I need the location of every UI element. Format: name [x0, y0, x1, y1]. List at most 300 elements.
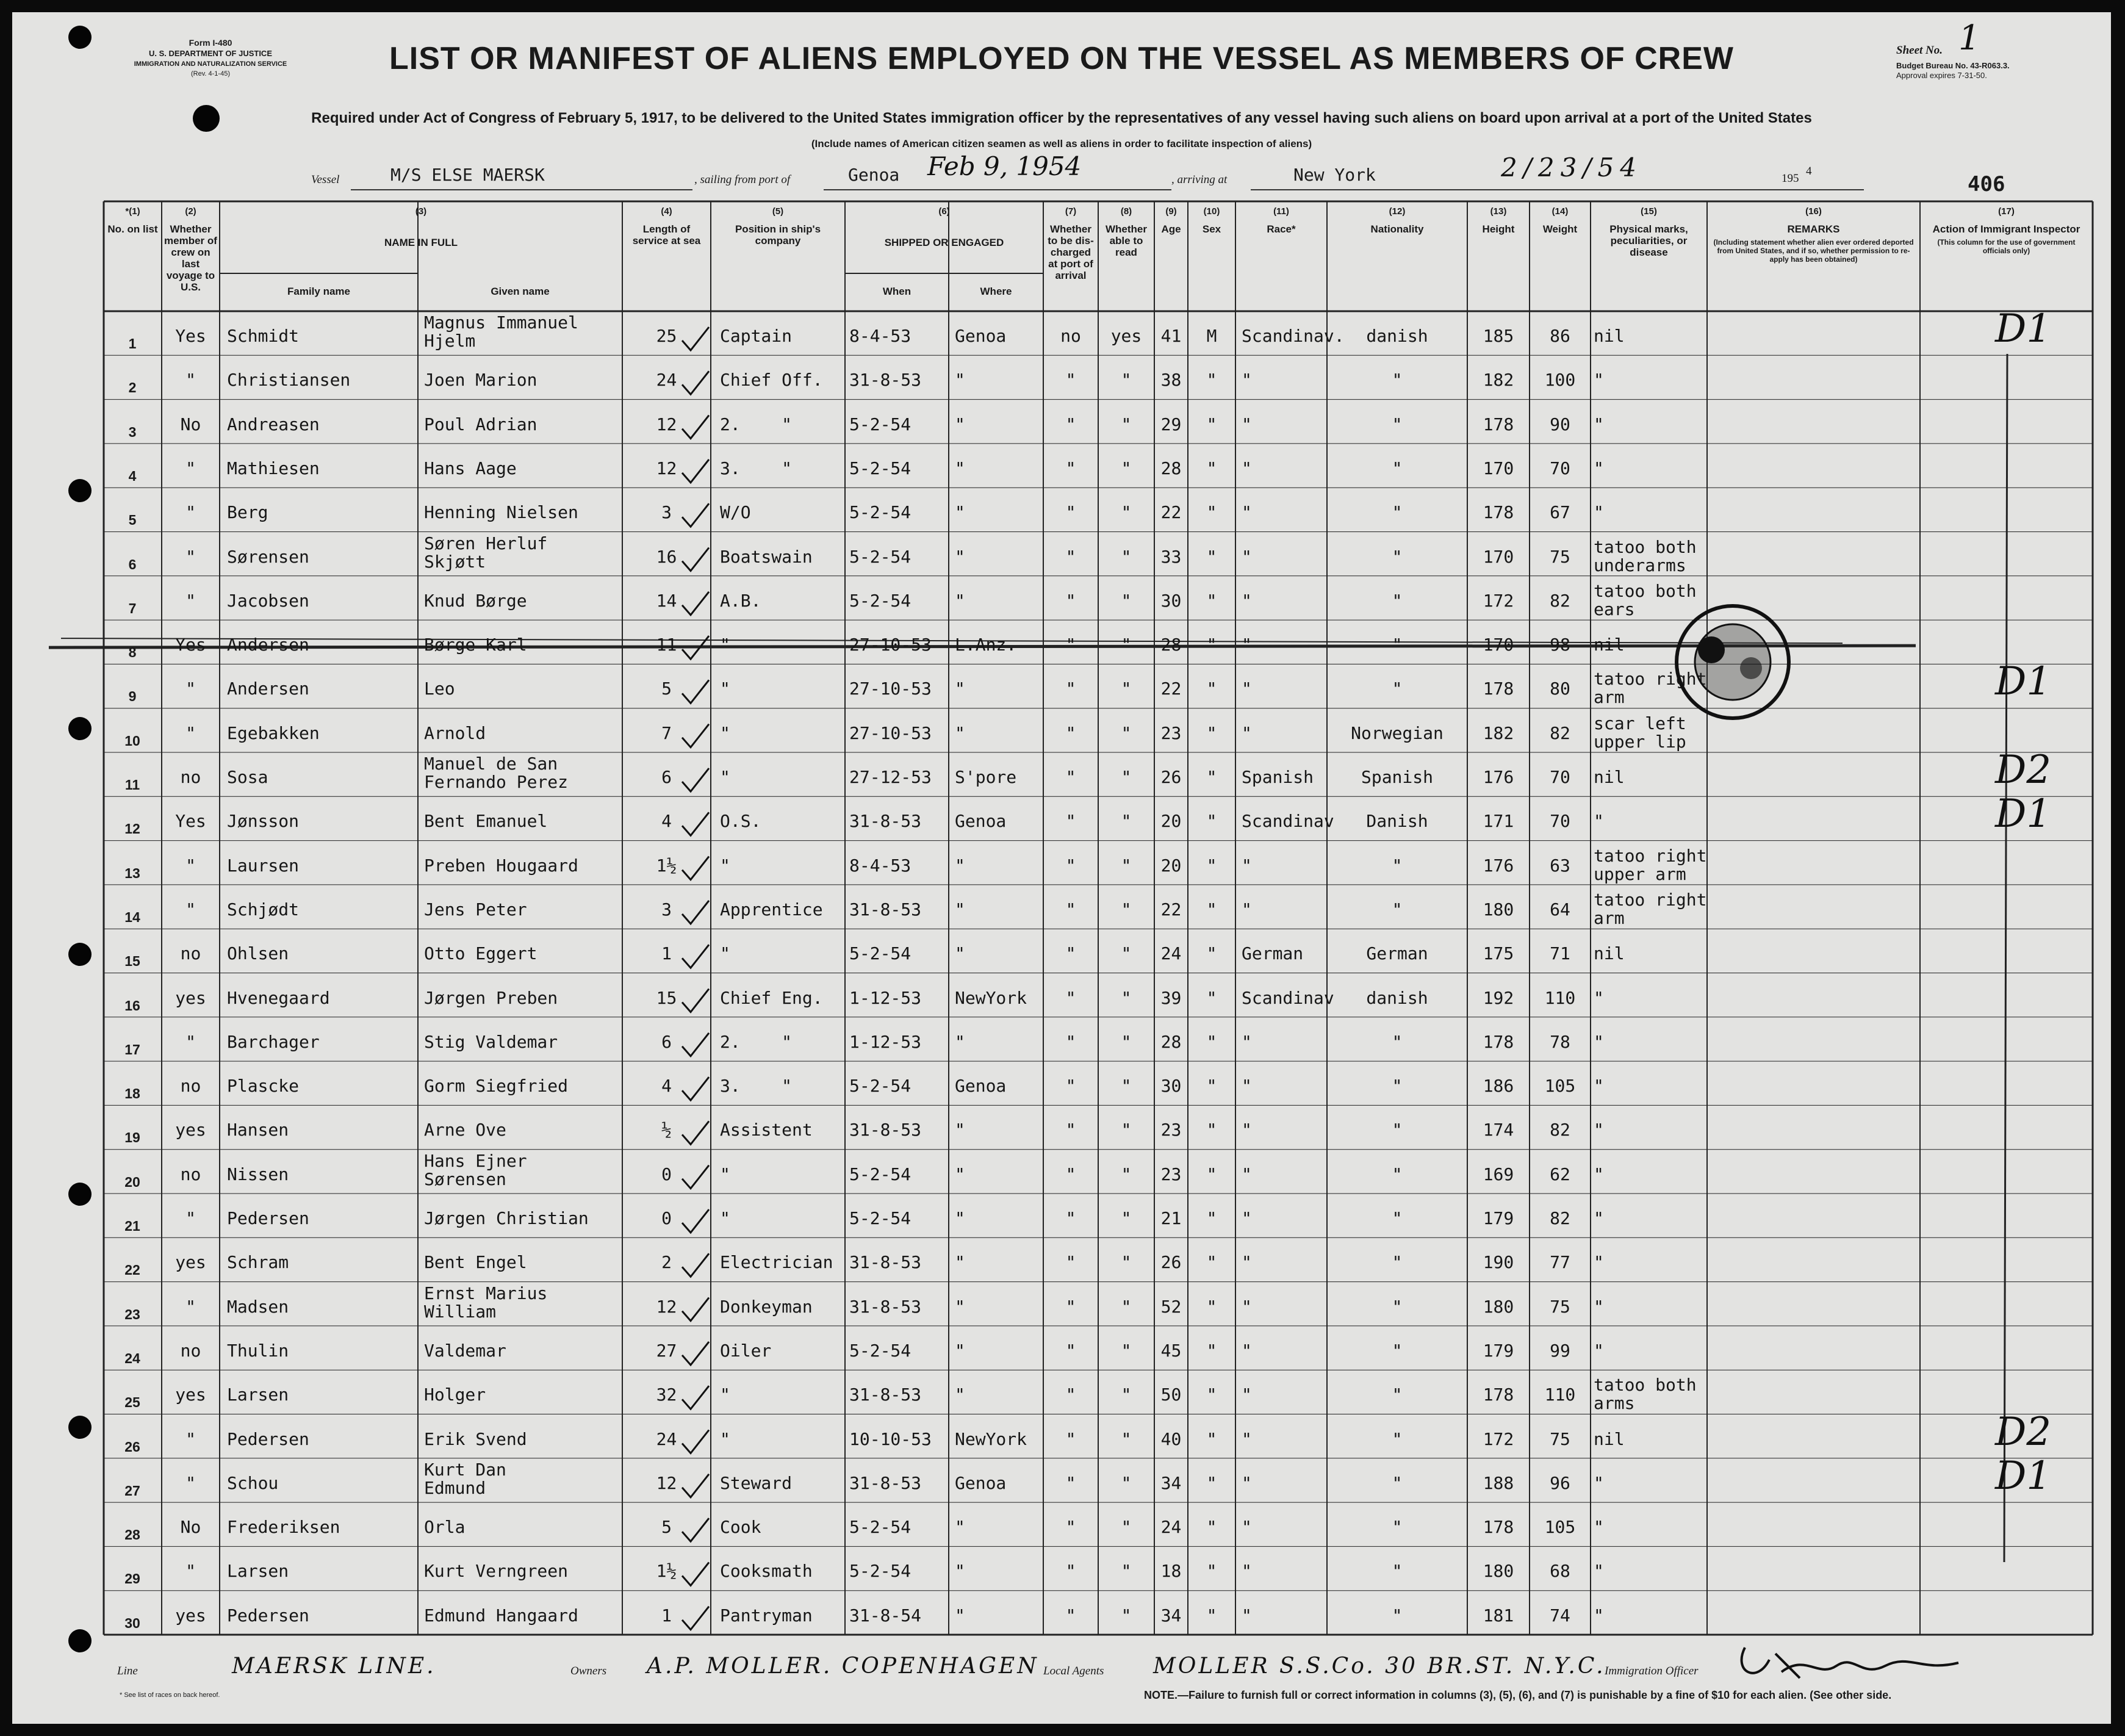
- cell-when: 5-2-54: [849, 1076, 911, 1097]
- cell-service: 6: [661, 1031, 672, 1052]
- cell-crew: ": [185, 1428, 196, 1449]
- cell-nat: ": [1392, 1385, 1403, 1405]
- footer-agents: MOLLER S.S.Co. 30 BR.ST. N.Y.C.: [1153, 1654, 1606, 1679]
- cell-height: 170: [1483, 635, 1514, 655]
- cell-read: yes: [1110, 326, 1142, 346]
- cell-disch: ": [1065, 635, 1076, 655]
- cell-sex: ": [1206, 1340, 1217, 1361]
- column-header: REMARKS: [1787, 223, 1840, 235]
- cell-where: ": [955, 1517, 965, 1538]
- cell-nat: ": [1392, 1561, 1403, 1582]
- form-subtitle-note: (Include names of American citizen seamen as well as aliens in order to facilitate inspection of aliens): [811, 138, 1312, 149]
- cell-weight: 86: [1550, 326, 1570, 346]
- cell-marks: tatoo right arm: [1594, 889, 1707, 928]
- cell-given: Joen Marion: [424, 370, 538, 391]
- cell-sex: ": [1206, 767, 1217, 787]
- cell-read: ": [1121, 458, 1132, 478]
- cell-read: ": [1121, 1296, 1132, 1317]
- cell-weight: 96: [1550, 1472, 1570, 1493]
- form-department: U. S. DEPARTMENT OF JUSTICE: [149, 49, 272, 58]
- column-number: (9): [1165, 206, 1177, 217]
- cell-read: ": [1121, 502, 1132, 523]
- cell-nat: ": [1392, 546, 1403, 567]
- sheet-number: 1: [1958, 18, 1980, 58]
- cell-read: ": [1121, 679, 1132, 699]
- row-number: 14: [124, 909, 140, 925]
- cell-where: ": [955, 502, 965, 523]
- cell-crew: ": [185, 1031, 196, 1052]
- cell-when: 31-8-53: [849, 1252, 922, 1273]
- cell-family: Pedersen: [227, 1605, 309, 1626]
- cell-given: Magnus Immanuel Hjelm: [424, 312, 578, 351]
- cell-age: 24: [1160, 943, 1182, 964]
- column-number: (16): [1805, 206, 1822, 217]
- cell-race: ": [1242, 1517, 1252, 1538]
- cell-height: 182: [1483, 722, 1514, 743]
- cell-crew: ": [185, 1561, 196, 1582]
- cell-weight: 75: [1550, 1428, 1570, 1449]
- cell-position: W/O: [720, 502, 751, 523]
- cell-crew: no: [180, 1076, 201, 1097]
- cell-read: ": [1121, 635, 1132, 655]
- cell-family: Plascke: [227, 1076, 300, 1097]
- cell-marks: ": [1594, 1605, 1604, 1626]
- cell-age: 21: [1160, 1208, 1182, 1228]
- cell-read: ": [1121, 370, 1132, 391]
- cell-given: Kurt Verngreen: [424, 1561, 569, 1582]
- cell-service: 4: [661, 1076, 672, 1097]
- cell-given: Jørgen Christian: [424, 1208, 589, 1228]
- cell-marks: ": [1594, 370, 1604, 391]
- footer-owners-label: Owners: [570, 1665, 607, 1677]
- cell-family: Hansen: [227, 1120, 289, 1140]
- column-number: (17): [1998, 206, 2015, 217]
- cell-race: ": [1242, 370, 1252, 391]
- sheet-label: Sheet No.: [1896, 44, 1943, 57]
- cell-disch: ": [1065, 546, 1076, 567]
- row-number: 15: [124, 953, 140, 970]
- cell-sex: ": [1206, 502, 1217, 523]
- cell-when: 5-2-54: [849, 1561, 911, 1582]
- cell-position: ": [720, 722, 730, 743]
- cell-age: 34: [1160, 1472, 1182, 1493]
- cell-service: 12: [656, 458, 677, 478]
- cell-height: 188: [1483, 1472, 1514, 1493]
- cell-nat: ": [1392, 370, 1403, 391]
- cell-crew: ": [185, 899, 196, 920]
- row-number: 1: [128, 336, 137, 351]
- cell-height: 178: [1483, 1031, 1514, 1052]
- cell-disch: ": [1065, 1561, 1076, 1582]
- row-number: 25: [124, 1394, 140, 1411]
- cell-sex: ": [1206, 1605, 1217, 1626]
- cell-read: ": [1121, 1031, 1132, 1052]
- cell-marks: ": [1594, 502, 1604, 523]
- cell-when: 31-8-53: [849, 1296, 922, 1317]
- row-number: 19: [124, 1129, 140, 1146]
- cell-race: Scandinav.: [1242, 326, 1345, 346]
- cell-height: 174: [1483, 1120, 1514, 1140]
- cell-read: ": [1121, 1076, 1132, 1097]
- cell-given: Bent Engel: [424, 1252, 527, 1273]
- cell-disch: ": [1065, 943, 1076, 964]
- cell-when: 5-2-54: [849, 1164, 911, 1184]
- column-number: (12): [1389, 206, 1406, 217]
- cell-race: ": [1242, 1428, 1252, 1449]
- cell-given: Erik Svend: [424, 1428, 527, 1449]
- cell-nat: ": [1392, 1120, 1403, 1140]
- officer-signature: [1720, 1635, 2026, 1690]
- cell-nat: Norwegian: [1351, 722, 1444, 743]
- cell-disch: ": [1065, 1605, 1076, 1626]
- row-number: 4: [128, 467, 137, 484]
- cell-sex: ": [1206, 1385, 1217, 1405]
- manifest-sheet: [12, 12, 2111, 1724]
- cell-when: 5-2-54: [849, 414, 911, 434]
- column-subheader: Family name: [287, 286, 350, 297]
- cell-marks: scar left upper lip: [1594, 713, 1686, 752]
- cell-service: 7: [661, 722, 672, 743]
- vessel-name: M/S ELSE MAERSK: [390, 165, 545, 185]
- inspector-action-mark: D1: [1995, 1453, 2052, 1499]
- row-number: 21: [124, 1218, 140, 1234]
- cell-weight: 90: [1550, 414, 1570, 434]
- cell-race: ": [1242, 546, 1252, 567]
- cell-weight: 75: [1550, 546, 1570, 567]
- cell-disch: ": [1065, 1517, 1076, 1538]
- cell-height: 178: [1483, 679, 1514, 699]
- cell-height: 178: [1483, 502, 1514, 523]
- cell-disch: ": [1065, 855, 1076, 876]
- row-number: 17: [124, 1041, 140, 1057]
- cell-crew: ": [185, 502, 196, 523]
- cell-where: Genoa: [955, 811, 1007, 832]
- cell-read: ": [1121, 546, 1132, 567]
- arriving-label: , arriving at: [1171, 173, 1228, 186]
- cell-race: ": [1242, 1472, 1252, 1493]
- cell-service: 12: [656, 1296, 677, 1317]
- cell-sex: ": [1206, 1296, 1217, 1317]
- cell-read: ": [1121, 722, 1132, 743]
- cell-nat: ": [1392, 1517, 1403, 1538]
- cell-height: 171: [1483, 811, 1514, 832]
- cell-age: 30: [1160, 1076, 1182, 1097]
- cell-family: Pedersen: [227, 1208, 309, 1228]
- cell-given: Knud Børge: [424, 590, 527, 611]
- cell-position: ": [720, 1385, 730, 1405]
- column-note: (This column for the use of government officials only): [1937, 238, 2076, 255]
- cell-marks: ": [1594, 811, 1604, 832]
- cell-position: ": [720, 943, 730, 964]
- cell-disch: ": [1065, 1164, 1076, 1184]
- row-number: 8: [128, 644, 137, 661]
- cell-sex: ": [1206, 1120, 1217, 1140]
- cell-service: 24: [656, 1428, 677, 1449]
- cell-given: Hans Ejner Sørensen: [424, 1150, 527, 1189]
- cell-nat: ": [1392, 1031, 1403, 1052]
- cell-crew: ": [185, 1472, 196, 1493]
- cell-family: Sosa: [227, 767, 268, 787]
- column-header: Action of Immigrant Inspector: [1932, 223, 2080, 235]
- cell-read: ": [1121, 1340, 1132, 1361]
- cell-family: Larsen: [227, 1385, 289, 1405]
- cell-height: 178: [1483, 1385, 1514, 1405]
- column-number: *(1): [125, 206, 140, 217]
- row-number: 18: [124, 1086, 140, 1102]
- cell-read: ": [1121, 1385, 1132, 1405]
- cell-service: 32: [656, 1385, 677, 1405]
- cell-weight: 70: [1550, 458, 1570, 478]
- cell-marks: tatoo both ears: [1594, 580, 1697, 619]
- cell-disch: ": [1065, 458, 1076, 478]
- cell-service: ½: [661, 1120, 672, 1140]
- cell-where: NewYork: [955, 1428, 1027, 1449]
- cell-when: 31-8-53: [849, 899, 922, 920]
- cell-weight: 82: [1550, 1208, 1570, 1228]
- cell-service: 1: [661, 943, 672, 964]
- cell-given: Hans Aage: [424, 458, 517, 478]
- cell-height: 181: [1483, 1605, 1514, 1626]
- cell-where: NewYork: [955, 987, 1027, 1008]
- cell-height: 180: [1483, 1296, 1514, 1317]
- stamp-number: 406: [1968, 172, 2005, 196]
- cell-nat: ": [1392, 458, 1403, 478]
- cell-weight: 67: [1550, 502, 1570, 523]
- cell-weight: 110: [1544, 1385, 1576, 1405]
- cell-nat: ": [1392, 1252, 1403, 1273]
- cell-weight: 105: [1544, 1517, 1576, 1538]
- row-number: 11: [124, 777, 140, 793]
- cell-service: 16: [656, 546, 677, 567]
- cell-position: 3. ": [720, 458, 793, 478]
- cell-race: ": [1242, 458, 1252, 478]
- cell-given: Gorm Siegfried: [424, 1076, 569, 1097]
- cell-position: Assistent: [720, 1120, 813, 1140]
- cell-family: Sørensen: [227, 546, 309, 567]
- cell-crew: Yes: [175, 326, 206, 346]
- column-header: Length of service at sea: [632, 223, 701, 247]
- inspector-action-mark: D2: [1995, 1409, 2052, 1455]
- cell-height: 169: [1483, 1164, 1514, 1184]
- cell-position: Steward: [720, 1472, 793, 1493]
- cell-marks: ": [1594, 1517, 1604, 1538]
- cell-nat: ": [1392, 590, 1403, 611]
- cell-race: ": [1242, 1031, 1252, 1052]
- cell-where: ": [955, 546, 965, 567]
- cell-service: 4: [661, 811, 672, 832]
- row-number: 13: [124, 865, 140, 881]
- cell-family: Egebakken: [227, 722, 320, 743]
- cell-where: ": [955, 1385, 965, 1405]
- cell-crew: Yes: [175, 635, 206, 655]
- cell-read: ": [1121, 1561, 1132, 1582]
- cell-height: 192: [1483, 987, 1514, 1008]
- cell-marks: nil: [1594, 635, 1625, 655]
- cell-when: 1-12-53: [849, 1031, 922, 1052]
- cell-read: ": [1121, 1164, 1132, 1184]
- cell-service: 25: [656, 326, 677, 346]
- cell-family: Schou: [227, 1472, 279, 1493]
- footer-note: NOTE.—Failure to furnish full or correct information in columns (3), (5), (6), and (7) is punishable by a fine of $10 for each alien. (See other side.: [1144, 1689, 1892, 1701]
- cell-age: 33: [1160, 546, 1182, 567]
- row-number: 7: [128, 600, 137, 616]
- cell-weight: 80: [1550, 679, 1570, 699]
- column-number: (7): [1065, 206, 1077, 217]
- approval-expires: Approval expires 7-31-50.: [1896, 71, 1987, 80]
- cell-where: Genoa: [955, 1472, 1007, 1493]
- cell-marks: nil: [1594, 1428, 1625, 1449]
- cell-where: ": [955, 1561, 965, 1582]
- cell-family: Ohlsen: [227, 943, 289, 964]
- cell-when: 5-2-54: [849, 590, 911, 611]
- cell-when: 5-2-54: [849, 502, 911, 523]
- cell-position: ": [720, 767, 730, 787]
- column-header: Physical marks, peculiarities, or disease: [1609, 223, 1688, 258]
- cell-crew: Yes: [175, 811, 206, 832]
- cell-position: Boatswain: [720, 546, 813, 567]
- cell-age: 29: [1160, 414, 1182, 434]
- column-number: (13): [1490, 206, 1507, 217]
- cell-service: 0: [661, 1164, 672, 1184]
- cell-age: 50: [1160, 1385, 1182, 1405]
- cell-disch: ": [1065, 767, 1076, 787]
- cell-weight: 82: [1550, 722, 1570, 743]
- cell-sex: ": [1206, 546, 1217, 567]
- cell-position: ": [720, 1208, 730, 1228]
- cell-where: S'pore: [955, 767, 1017, 787]
- cell-age: 30: [1160, 590, 1182, 611]
- cell-position: ": [720, 1428, 730, 1449]
- cell-when: 5-2-54: [849, 1208, 911, 1228]
- cell-weight: 77: [1550, 1252, 1570, 1273]
- cell-height: 180: [1483, 1561, 1514, 1582]
- cell-race: German: [1242, 943, 1304, 964]
- form-revision: (Rev. 4-1-45): [191, 70, 230, 77]
- column-header: Age: [1161, 223, 1181, 235]
- footer-officer-label: Immigration Officer: [1605, 1665, 1699, 1677]
- cell-crew: No: [180, 1517, 201, 1538]
- cell-read: ": [1121, 1252, 1132, 1273]
- cell-where: ": [955, 943, 965, 964]
- cell-disch: ": [1065, 502, 1076, 523]
- cell-height: 179: [1483, 1208, 1514, 1228]
- row-number: 24: [124, 1350, 140, 1366]
- cell-family: Laursen: [227, 855, 300, 876]
- cell-position: ": [720, 635, 730, 655]
- cell-weight: 70: [1550, 811, 1570, 832]
- year-digit: 4: [1806, 165, 1812, 178]
- cell-when: 27-10-53: [849, 635, 932, 655]
- column-header: NAME IN FULL: [384, 237, 458, 248]
- cell-where: ": [955, 458, 965, 478]
- cell-marks: tatoo both underarms: [1594, 536, 1697, 575]
- cell-crew: ": [185, 546, 196, 567]
- cell-disch: no: [1060, 326, 1081, 346]
- cell-sex: ": [1206, 414, 1217, 434]
- sailing-port: Genoa: [848, 165, 900, 185]
- cell-height: 172: [1483, 1428, 1514, 1449]
- cell-family: Andreasen: [227, 414, 320, 434]
- sailing-label: , sailing from port of: [694, 173, 791, 186]
- cell-weight: 68: [1550, 1561, 1570, 1582]
- cell-marks: ": [1594, 1208, 1604, 1228]
- cell-crew: ": [185, 855, 196, 876]
- cell-service: 12: [656, 1472, 677, 1493]
- cell-sex: ": [1206, 590, 1217, 611]
- column-number: (11): [1273, 206, 1289, 217]
- row-number: 20: [124, 1173, 140, 1190]
- cell-marks: ": [1594, 414, 1604, 434]
- row-number: 27: [124, 1482, 140, 1499]
- cell-read: ": [1121, 1472, 1132, 1493]
- cell-race: ": [1242, 1120, 1252, 1140]
- cell-race: ": [1242, 414, 1252, 434]
- cell-family: Schjødt: [227, 899, 300, 920]
- cell-sex: ": [1206, 1076, 1217, 1097]
- cell-race: ": [1242, 1164, 1252, 1184]
- cell-weight: 99: [1550, 1340, 1570, 1361]
- cell-sex: ": [1206, 1517, 1217, 1538]
- cell-family: Mathiesen: [227, 458, 320, 478]
- cell-age: 28: [1160, 1031, 1182, 1052]
- cell-read: ": [1121, 1605, 1132, 1626]
- cell-marks: tatoo right upper arm: [1594, 845, 1707, 884]
- cell-given: Stig Valdemar: [424, 1031, 558, 1052]
- cell-nat: danish: [1366, 987, 1428, 1008]
- cell-family: Schmidt: [227, 326, 300, 346]
- row-number: 6: [128, 556, 137, 572]
- cell-family: Andersen: [227, 635, 309, 655]
- row-number: 3: [128, 423, 137, 440]
- cell-family: Nissen: [227, 1164, 289, 1184]
- cell-when: 5-2-54: [849, 1340, 911, 1361]
- cell-sex: ": [1206, 722, 1217, 743]
- cell-race: ": [1242, 502, 1252, 523]
- cell-when: 5-2-54: [849, 943, 911, 964]
- cell-position: 3. ": [720, 1076, 793, 1097]
- cell-where: ": [955, 1605, 965, 1626]
- cell-position: Apprentice: [720, 899, 823, 920]
- cell-family: Berg: [227, 502, 268, 523]
- cell-where: Genoa: [955, 326, 1007, 346]
- cell-nat: Danish: [1366, 811, 1428, 832]
- cell-given: Valdemar: [424, 1340, 506, 1361]
- cell-where: ": [955, 1252, 965, 1273]
- cell-disch: ": [1065, 1252, 1076, 1273]
- cell-disch: ": [1065, 1031, 1076, 1052]
- cell-crew: yes: [175, 1252, 206, 1273]
- cell-given: Arnold: [424, 722, 486, 743]
- cell-when: 31-8-53: [849, 1120, 922, 1140]
- cell-given: Bent Emanuel: [424, 811, 548, 832]
- cell-nat: German: [1366, 943, 1428, 964]
- cell-nat: ": [1392, 502, 1403, 523]
- cell-disch: ": [1065, 1076, 1076, 1097]
- form-number: Form I-480: [189, 38, 232, 48]
- cell-height: 170: [1483, 458, 1514, 478]
- cell-height: 185: [1483, 326, 1514, 346]
- cell-marks: ": [1594, 458, 1604, 478]
- cell-height: 178: [1483, 1517, 1514, 1538]
- cell-position: 2. ": [720, 414, 793, 434]
- cell-service: 1: [661, 1605, 672, 1626]
- cell-crew: no: [180, 1340, 201, 1361]
- cell-service: 12: [656, 414, 677, 434]
- cell-sex: ": [1206, 943, 1217, 964]
- cell-crew: ": [185, 722, 196, 743]
- sailing-date: Feb 9, 1954: [927, 151, 1082, 181]
- column-number: (8): [1120, 206, 1132, 217]
